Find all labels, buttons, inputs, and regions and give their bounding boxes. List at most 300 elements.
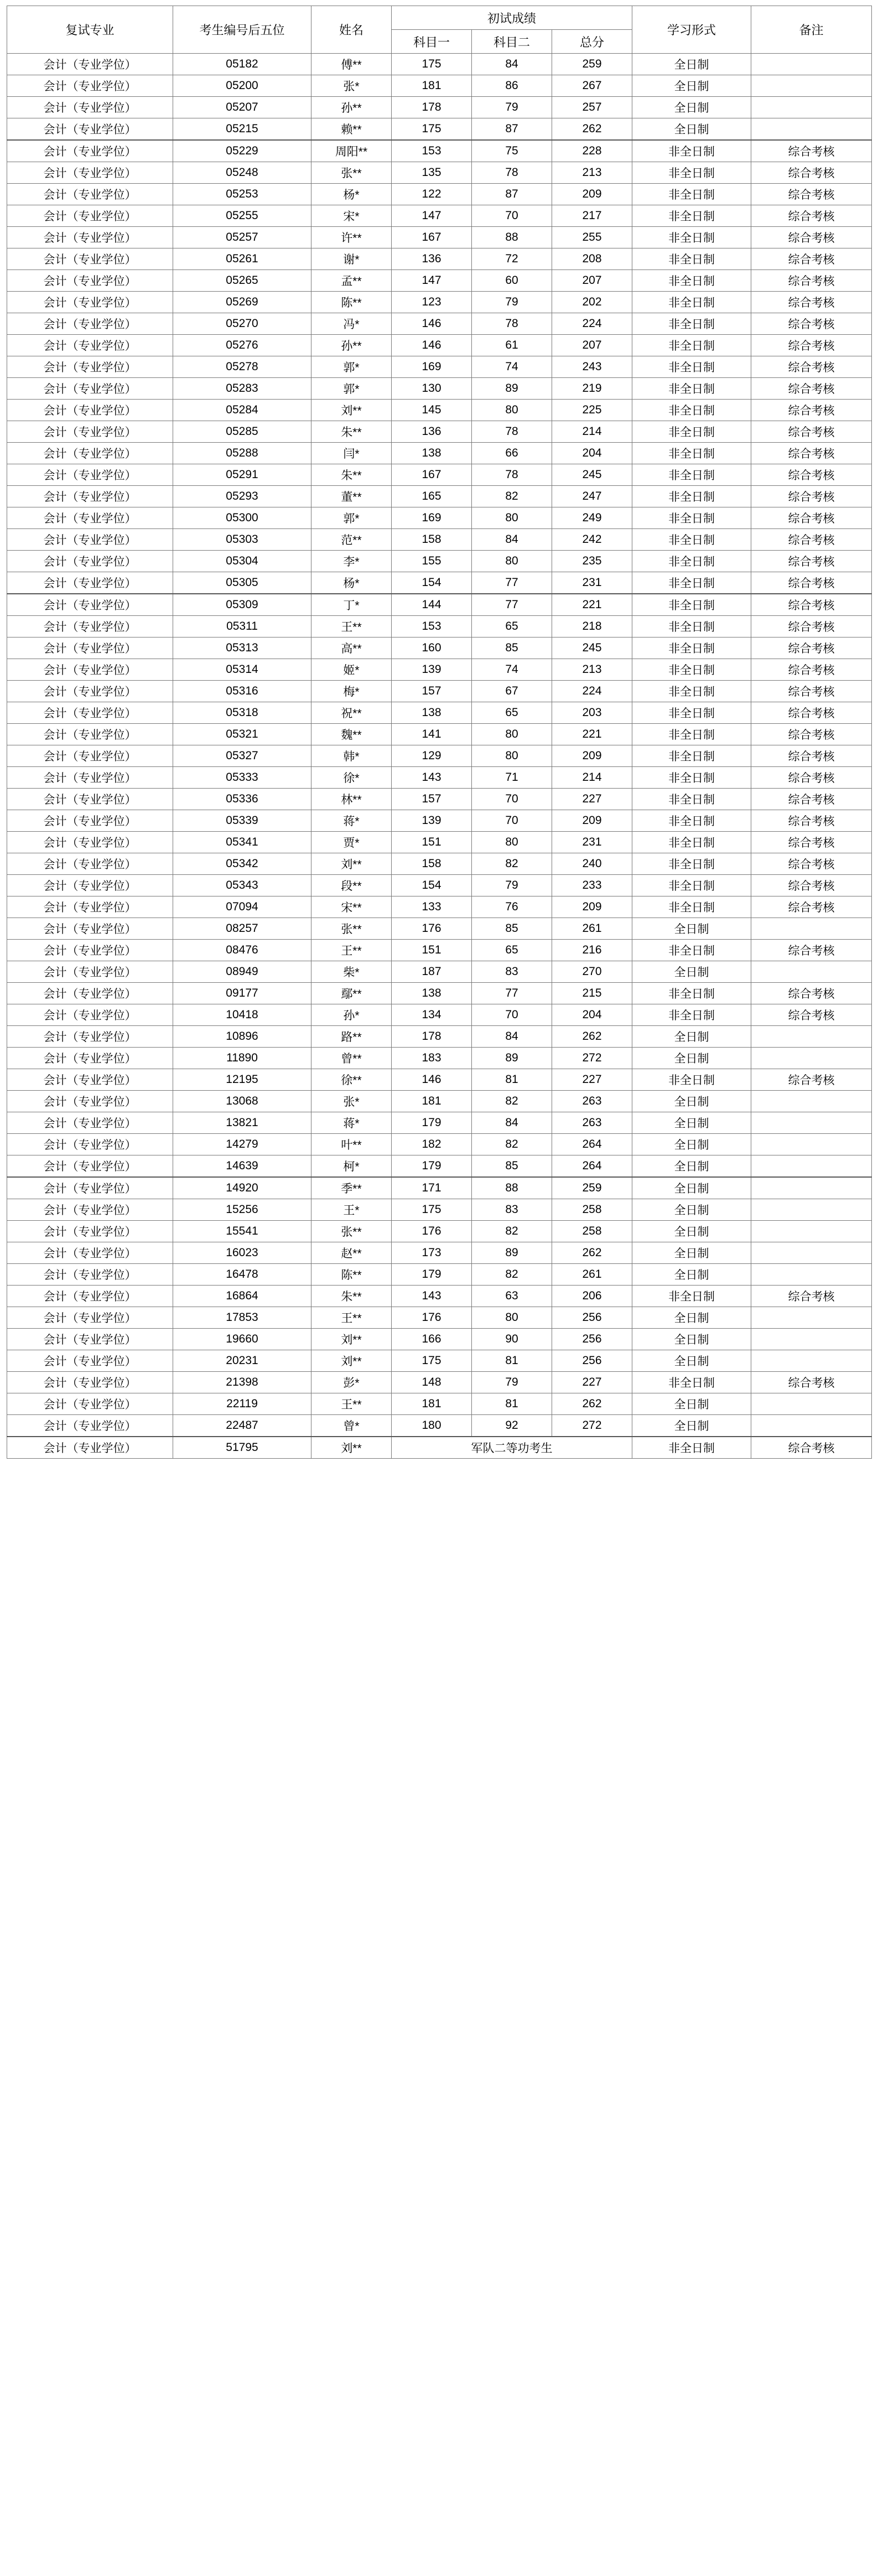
table-row: [7, 1155, 872, 1178]
cell-major: 会计（专业学位）: [7, 940, 173, 961]
cell-candidate-id: 21398: [173, 1372, 311, 1393]
cell-candidate-id: 05207: [173, 97, 311, 118]
cell-subject2: 77: [472, 572, 552, 594]
cell-study-form: 非全日制: [632, 1069, 751, 1091]
cell-subject2: 88: [472, 1177, 552, 1199]
cell-subject2: 84: [472, 1112, 552, 1134]
cell-remark: [751, 918, 872, 940]
cell-total: 264: [552, 1134, 632, 1155]
cell-subject2: 81: [472, 1393, 552, 1415]
cell-subject2: 87: [472, 118, 552, 141]
cell-major: 会计（专业学位）: [7, 1048, 173, 1069]
header-row-1: [7, 6, 872, 30]
cell-major: 会计（专业学位）: [7, 745, 173, 767]
header-total: 总分: [552, 30, 632, 54]
cell-subject1: 157: [392, 681, 472, 702]
cell-subject2: 88: [472, 227, 552, 248]
cell-major: 会计（专业学位）: [7, 810, 173, 832]
cell-total: 240: [552, 853, 632, 875]
cell-name: 李*: [311, 551, 392, 572]
cell-candidate-id: 22487: [173, 1415, 311, 1437]
cell-study-form: 非全日制: [632, 832, 751, 853]
cell-subject2: 85: [472, 637, 552, 659]
cell-candidate-id: 05343: [173, 875, 311, 896]
cell-study-form: 非全日制: [632, 162, 751, 184]
cell-candidate-id: 15541: [173, 1221, 311, 1242]
cell-name: 刘**: [311, 853, 392, 875]
cell-major: 会计（专业学位）: [7, 356, 173, 378]
cell-candidate-id: 09177: [173, 983, 311, 1004]
cell-study-form: 全日制: [632, 961, 751, 983]
cell-total: 245: [552, 637, 632, 659]
cell-total: 261: [552, 918, 632, 940]
table-row: [7, 1372, 872, 1393]
cell-candidate-id: 22119: [173, 1393, 311, 1415]
cell-candidate-id: 05270: [173, 313, 311, 335]
cell-total: 209: [552, 745, 632, 767]
cell-total: 227: [552, 1372, 632, 1393]
cell-subject2: 84: [472, 1026, 552, 1048]
cell-subject1: 147: [392, 270, 472, 292]
cell-name: 朱**: [311, 464, 392, 486]
cell-remark: 综合考核: [751, 313, 872, 335]
cell-subject2: 89: [472, 1048, 552, 1069]
cell-study-form: 非全日制: [632, 853, 751, 875]
cell-major: 会计（专业学位）: [7, 1155, 173, 1178]
cell-study-form: 非全日制: [632, 421, 751, 443]
cell-study-form: 非全日制: [632, 356, 751, 378]
cell-subject2: 82: [472, 486, 552, 507]
table-row: [7, 118, 872, 141]
table-row: [7, 184, 872, 205]
table-row: [7, 378, 872, 400]
cell-study-form: 非全日制: [632, 184, 751, 205]
cell-study-form: 非全日制: [632, 248, 751, 270]
cell-total: 270: [552, 961, 632, 983]
cell-subject1: 141: [392, 724, 472, 745]
cell-study-form: 全日制: [632, 1415, 751, 1437]
cell-study-form: 全日制: [632, 1350, 751, 1372]
cell-subject1: 144: [392, 594, 472, 616]
cell-remark: 综合考核: [751, 227, 872, 248]
cell-study-form: 非全日制: [632, 789, 751, 810]
cell-subject2: 74: [472, 659, 552, 681]
cell-subject1: 134: [392, 1004, 472, 1026]
cell-study-form: 非全日制: [632, 227, 751, 248]
cell-remark: [751, 54, 872, 75]
table-row: [7, 97, 872, 118]
cell-total: 228: [552, 140, 632, 162]
cell-remark: 综合考核: [751, 940, 872, 961]
cell-remark: 综合考核: [751, 529, 872, 551]
cell-major: 会计（专业学位）: [7, 1393, 173, 1415]
cell-total: 235: [552, 551, 632, 572]
table-header: [7, 6, 872, 54]
cell-name: 贾*: [311, 832, 392, 853]
cell-name: 高**: [311, 637, 392, 659]
header-study-form: 学习形式: [632, 6, 751, 54]
table-row: [7, 313, 872, 335]
cell-candidate-id: 08476: [173, 940, 311, 961]
cell-subject1: 158: [392, 529, 472, 551]
cell-candidate-id: 10896: [173, 1026, 311, 1048]
cell-name: 张**: [311, 162, 392, 184]
cell-subject1: 145: [392, 400, 472, 421]
cell-study-form: 全日制: [632, 1393, 751, 1415]
cell-major: 会计（专业学位）: [7, 637, 173, 659]
cell-total: 209: [552, 810, 632, 832]
cell-remark: 综合考核: [751, 724, 872, 745]
cell-remark: 综合考核: [751, 810, 872, 832]
cell-total: 263: [552, 1091, 632, 1112]
cell-remark: [751, 1350, 872, 1372]
cell-name: 张**: [311, 918, 392, 940]
cell-name: 赵**: [311, 1242, 392, 1264]
cell-candidate-id: 05215: [173, 118, 311, 141]
cell-name: 谢*: [311, 248, 392, 270]
cell-subject2: 80: [472, 551, 552, 572]
cell-study-form: 全日制: [632, 1177, 751, 1199]
cell-name: 段**: [311, 875, 392, 896]
cell-total: 259: [552, 1177, 632, 1199]
cell-subject1: 136: [392, 248, 472, 270]
table-row: [7, 983, 872, 1004]
cell-remark: 综合考核: [751, 616, 872, 637]
cell-remark: 综合考核: [751, 486, 872, 507]
cell-remark: 综合考核: [751, 789, 872, 810]
cell-subject2: 80: [472, 832, 552, 853]
cell-remark: 综合考核: [751, 378, 872, 400]
table-row: [7, 681, 872, 702]
table-row: [7, 1329, 872, 1350]
cell-major: 会计（专业学位）: [7, 659, 173, 681]
cell-subject1: 130: [392, 378, 472, 400]
cell-major: 会计（专业学位）: [7, 421, 173, 443]
table-body: [7, 54, 872, 1459]
cell-subject1: 181: [392, 1393, 472, 1415]
cell-total: 204: [552, 443, 632, 464]
table-row: [7, 1264, 872, 1286]
cell-subject2: 78: [472, 421, 552, 443]
table-row: [7, 421, 872, 443]
cell-subject2: 89: [472, 378, 552, 400]
cell-total: 213: [552, 162, 632, 184]
cell-total: 258: [552, 1199, 632, 1221]
cell-subject1: 165: [392, 486, 472, 507]
cell-study-form: 非全日制: [632, 292, 751, 313]
cell-major: 会计（专业学位）: [7, 1134, 173, 1155]
cell-candidate-id: 05342: [173, 853, 311, 875]
cell-subject2: 80: [472, 1307, 552, 1329]
cell-study-form: 非全日制: [632, 896, 751, 918]
cell-total: 267: [552, 75, 632, 97]
cell-major: 会计（专业学位）: [7, 529, 173, 551]
cell-subject1: 135: [392, 162, 472, 184]
cell-candidate-id: 14279: [173, 1134, 311, 1155]
cell-candidate-id: 05303: [173, 529, 311, 551]
table-row: [7, 1286, 872, 1307]
cell-candidate-id: 05311: [173, 616, 311, 637]
cell-remark: 综合考核: [751, 1286, 872, 1307]
cell-candidate-id: 16478: [173, 1264, 311, 1286]
cell-remark: 综合考核: [751, 292, 872, 313]
cell-total: 207: [552, 270, 632, 292]
cell-major: 会计（专业学位）: [7, 853, 173, 875]
cell-name: 梅*: [311, 681, 392, 702]
cell-study-form: 全日制: [632, 1242, 751, 1264]
cell-total: 227: [552, 789, 632, 810]
cell-name: 蒋*: [311, 1112, 392, 1134]
cell-subject2: 77: [472, 983, 552, 1004]
cell-major: 会计（专业学位）: [7, 1069, 173, 1091]
cell-major: 会计（专业学位）: [7, 205, 173, 227]
cell-subject2: 79: [472, 97, 552, 118]
cell-total: 221: [552, 594, 632, 616]
cell-major: 会计（专业学位）: [7, 572, 173, 594]
cell-total: 261: [552, 1264, 632, 1286]
cell-name: 王*: [311, 1199, 392, 1221]
cell-subject2: 82: [472, 1091, 552, 1112]
cell-study-form: 非全日制: [632, 810, 751, 832]
cell-remark: 综合考核: [751, 659, 872, 681]
table-row: [7, 400, 872, 421]
cell-remark: 综合考核: [751, 702, 872, 724]
cell-candidate-id: 12195: [173, 1069, 311, 1091]
cell-remark: [751, 118, 872, 141]
cell-subject2: 71: [472, 767, 552, 789]
cell-remark: [751, 75, 872, 97]
cell-candidate-id: 16023: [173, 1242, 311, 1264]
cell-candidate-id: 05321: [173, 724, 311, 745]
table-row: [7, 443, 872, 464]
cell-total: 216: [552, 940, 632, 961]
cell-total: 207: [552, 335, 632, 356]
cell-study-form: 全日制: [632, 1221, 751, 1242]
cell-major: 会计（专业学位）: [7, 75, 173, 97]
cell-subject1: 175: [392, 1350, 472, 1372]
cell-name: 冯*: [311, 313, 392, 335]
cell-subject1: 187: [392, 961, 472, 983]
table-row: [7, 832, 872, 853]
cell-subject2: 70: [472, 1004, 552, 1026]
cell-name: 季**: [311, 1177, 392, 1199]
cell-candidate-id: 13068: [173, 1091, 311, 1112]
cell-study-form: 非全日制: [632, 572, 751, 594]
cell-candidate-id: 51795: [173, 1437, 311, 1459]
table-row: [7, 140, 872, 162]
cell-remark: [751, 1091, 872, 1112]
cell-subject2: 86: [472, 75, 552, 97]
cell-subject2: 74: [472, 356, 552, 378]
cell-candidate-id: 05333: [173, 767, 311, 789]
cell-major: 会计（专业学位）: [7, 551, 173, 572]
table-row: [7, 896, 872, 918]
cell-subject1: 139: [392, 659, 472, 681]
cell-study-form: 全日制: [632, 1134, 751, 1155]
cell-remark: 综合考核: [751, 572, 872, 594]
cell-name: 刘**: [311, 400, 392, 421]
cell-subject1: 122: [392, 184, 472, 205]
table-row: [7, 529, 872, 551]
cell-subject2: 85: [472, 1155, 552, 1178]
cell-total: 249: [552, 507, 632, 529]
cell-name: 孙**: [311, 335, 392, 356]
cell-major: 会计（专业学位）: [7, 918, 173, 940]
table-row: [7, 1004, 872, 1026]
cell-major: 会计（专业学位）: [7, 162, 173, 184]
cell-name: 孟**: [311, 270, 392, 292]
cell-remark: 综合考核: [751, 184, 872, 205]
header-subject2: 科目二: [472, 30, 552, 54]
cell-name: 徐*: [311, 767, 392, 789]
cell-subject1: 181: [392, 75, 472, 97]
cell-major: 会计（专业学位）: [7, 1372, 173, 1393]
cell-subject2: 78: [472, 313, 552, 335]
cell-study-form: 非全日制: [632, 551, 751, 572]
cell-study-form: 非全日制: [632, 702, 751, 724]
cell-candidate-id: 05269: [173, 292, 311, 313]
cell-name: 曾**: [311, 1048, 392, 1069]
cell-total: 225: [552, 400, 632, 421]
cell-name: 刘**: [311, 1437, 392, 1459]
cell-subject2: 78: [472, 162, 552, 184]
cell-name: 陈**: [311, 1264, 392, 1286]
cell-remark: 综合考核: [751, 270, 872, 292]
cell-subject1: 169: [392, 507, 472, 529]
cell-candidate-id: 17853: [173, 1307, 311, 1329]
cell-total: 209: [552, 184, 632, 205]
cell-total: 245: [552, 464, 632, 486]
table-row: [7, 1134, 872, 1155]
cell-name: 陈**: [311, 292, 392, 313]
cell-subject2: 80: [472, 724, 552, 745]
cell-name: 姬*: [311, 659, 392, 681]
cell-subject2: 77: [472, 594, 552, 616]
cell-remark: [751, 1329, 872, 1350]
cell-total: 264: [552, 1155, 632, 1178]
table-row: [7, 486, 872, 507]
cell-study-form: 非全日制: [632, 443, 751, 464]
cell-subject1: 151: [392, 940, 472, 961]
cell-total: 214: [552, 767, 632, 789]
cell-name: 曾*: [311, 1415, 392, 1437]
cell-major: 会计（专业学位）: [7, 443, 173, 464]
table-row: [7, 270, 872, 292]
cell-candidate-id: 20231: [173, 1350, 311, 1372]
cell-subject1: 153: [392, 616, 472, 637]
cell-candidate-id: 05284: [173, 400, 311, 421]
cell-major: 会计（专业学位）: [7, 1242, 173, 1264]
cell-candidate-id: 19660: [173, 1329, 311, 1350]
cell-study-form: 全日制: [632, 1112, 751, 1134]
cell-subject2: 70: [472, 205, 552, 227]
cell-total: 213: [552, 659, 632, 681]
cell-remark: 综合考核: [751, 1437, 872, 1459]
cell-subject1: 167: [392, 464, 472, 486]
table-row: [7, 1048, 872, 1069]
cell-total: 208: [552, 248, 632, 270]
cell-candidate-id: 05288: [173, 443, 311, 464]
cell-total: 258: [552, 1221, 632, 1242]
table-row: [7, 292, 872, 313]
cell-study-form: 非全日制: [632, 940, 751, 961]
cell-major: 会计（专业学位）: [7, 184, 173, 205]
cell-remark: [751, 1048, 872, 1069]
cell-candidate-id: 14920: [173, 1177, 311, 1199]
cell-major: 会计（专业学位）: [7, 1415, 173, 1437]
table-row: [7, 1393, 872, 1415]
cell-major: 会计（专业学位）: [7, 1177, 173, 1199]
cell-major: 会计（专业学位）: [7, 486, 173, 507]
cell-study-form: 非全日制: [632, 1004, 751, 1026]
cell-subject2: 87: [472, 184, 552, 205]
header-exam-group: 初试成绩: [392, 6, 632, 30]
cell-subject1: 139: [392, 810, 472, 832]
cell-remark: [751, 97, 872, 118]
cell-subject2: 84: [472, 529, 552, 551]
cell-study-form: 全日制: [632, 1199, 751, 1221]
cell-subject1: 176: [392, 918, 472, 940]
cell-study-form: 非全日制: [632, 875, 751, 896]
cell-remark: 综合考核: [751, 637, 872, 659]
cell-total: 233: [552, 875, 632, 896]
cell-major: 会计（专业学位）: [7, 983, 173, 1004]
cell-candidate-id: 16864: [173, 1286, 311, 1307]
cell-subject2: 70: [472, 789, 552, 810]
cell-name: 孙**: [311, 97, 392, 118]
cell-remark: 综合考核: [751, 507, 872, 529]
cell-subject2: 79: [472, 1372, 552, 1393]
cell-major: 会计（专业学位）: [7, 54, 173, 75]
cell-total: 231: [552, 572, 632, 594]
cell-name: 范**: [311, 529, 392, 551]
cell-candidate-id: 05341: [173, 832, 311, 853]
cell-remark: [751, 1221, 872, 1242]
cell-remark: [751, 1112, 872, 1134]
cell-subject1: 136: [392, 421, 472, 443]
cell-subject1: 175: [392, 54, 472, 75]
cell-study-form: 非全日制: [632, 1437, 751, 1459]
table-row: [7, 248, 872, 270]
cell-total: 202: [552, 292, 632, 313]
admission-score-table: [7, 6, 872, 1459]
cell-study-form: 全日制: [632, 918, 751, 940]
cell-remark: 综合考核: [751, 400, 872, 421]
cell-study-form: 非全日制: [632, 400, 751, 421]
cell-candidate-id: 11890: [173, 1048, 311, 1069]
table-row: [7, 745, 872, 767]
cell-name: 张*: [311, 75, 392, 97]
cell-name: 闫*: [311, 443, 392, 464]
cell-subject1: 179: [392, 1264, 472, 1286]
cell-candidate-id: 05182: [173, 54, 311, 75]
cell-remark: 综合考核: [751, 205, 872, 227]
cell-major: 会计（专业学位）: [7, 118, 173, 141]
cell-major: 会计（专业学位）: [7, 702, 173, 724]
header-name: 姓名: [311, 6, 392, 54]
cell-remark: 综合考核: [751, 983, 872, 1004]
cell-subject2: 65: [472, 616, 552, 637]
table-row: [7, 637, 872, 659]
cell-candidate-id: 15256: [173, 1199, 311, 1221]
cell-subject2: 82: [472, 1134, 552, 1155]
cell-remark: 综合考核: [751, 1004, 872, 1026]
cell-remark: [751, 1177, 872, 1199]
cell-major: 会计（专业学位）: [7, 507, 173, 529]
cell-subject1: 175: [392, 118, 472, 141]
cell-subject2: 79: [472, 292, 552, 313]
cell-total: 224: [552, 313, 632, 335]
